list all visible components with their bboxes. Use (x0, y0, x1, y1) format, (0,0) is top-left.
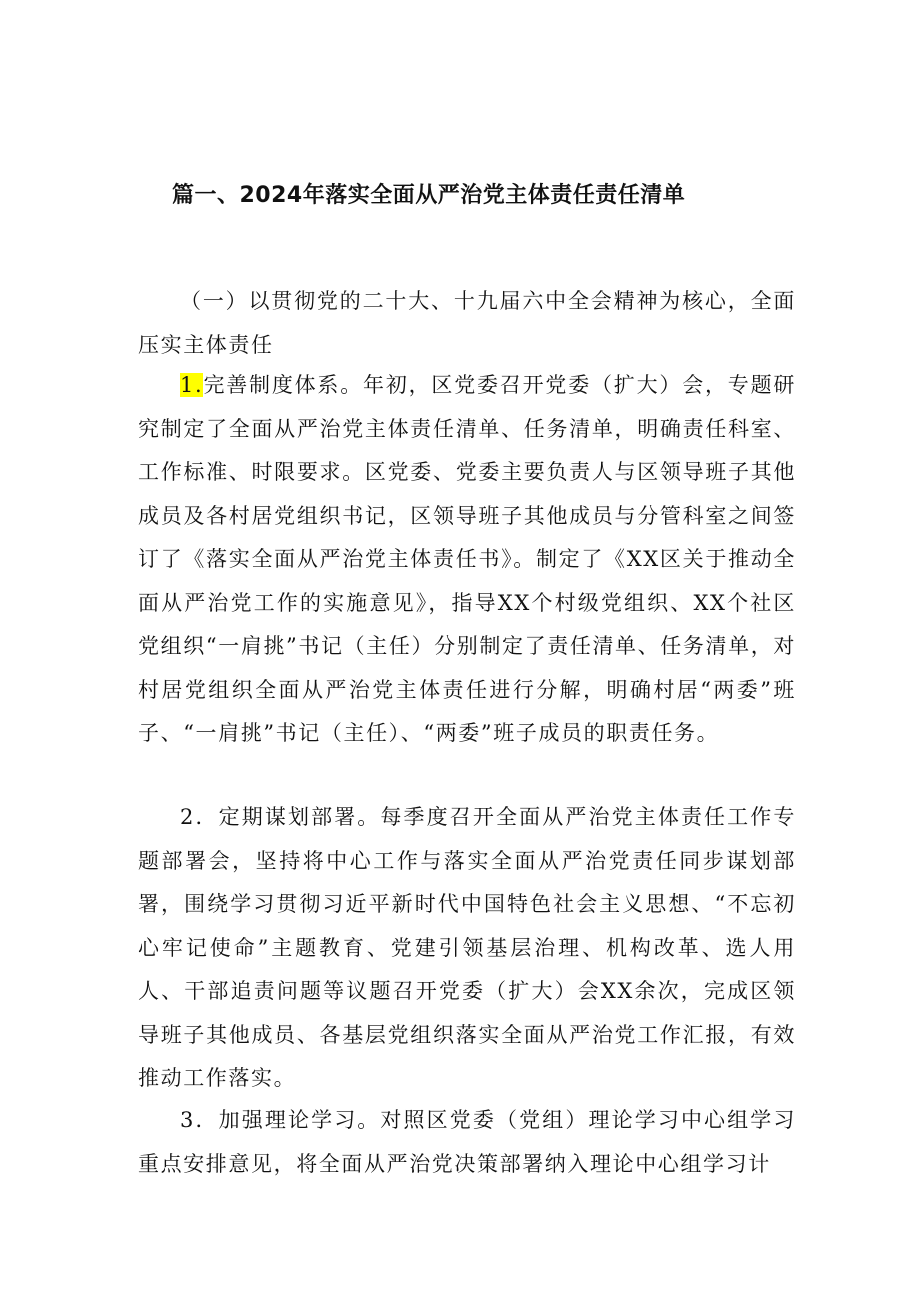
paragraph-3 (138, 1099, 796, 1186)
paragraph-3-number: 3． (180, 1108, 219, 1132)
paragraph-1 (138, 364, 796, 756)
paragraph-1-number: 1. (180, 373, 204, 397)
paragraph-1-text: 完善制度体系。年初，区党委召开党委（扩大）会，专题研究制定了全面从严治党主体责任清单、任务清单，明确责任科室、工作标准、时限要求。区党委、党委主要负责人与区领导班子其他成员及各村居党组织书记，区领导班子其他成员与分管科室之间签订了《落实全面从严治党主体责任书》。制定了《XX区关于推动全面从严治党工作的实施意见》，指导XX个村级党组织、XX个社区党组织“一肩挑”书记（主任）分别制定了责任清单、任务清单，对村居党组织全面从严治党主体责任进行分解，明确村居“两委”班子、“一肩挑”书记（主任）、“两委”班子成员的职责任务。 (138, 373, 796, 745)
paragraph-2 (138, 796, 796, 1101)
section-heading-block (138, 280, 796, 367)
document-title: 篇一、2024年落实全面从严治党主体责任责任清单 (172, 183, 686, 208)
paragraph-3-text: 加强理论学习。对照区党委（党组）理论学习中心组学习重点安排意见，将全面从严治党决策部署纳入理论中心组学习计 (138, 1108, 797, 1176)
paragraph-2-number: 2． (180, 805, 219, 829)
paragraph-2-text: 定期谋划部署。每季度召开全面从严治党主体责任工作专题部署会，坚持将中心工作与落实全面从严治党责任同步谋划部署，围绕学习贯彻习近平新时代中国特色社会主义思想、“不忘初心牢记使命”主题教育、党建引领基层治理、机构改革、选人用人、干部追责问题等议题召开党委（扩大）会XX余次，完成区领导班子其他成员、各基层党组织落实全面从严治党工作汇报，有效推动工作落实。 (138, 805, 797, 1090)
section-heading: （一）以贯彻党的二十大、十九届六中全会精神为核心，全面压实主体责任 (138, 289, 796, 357)
